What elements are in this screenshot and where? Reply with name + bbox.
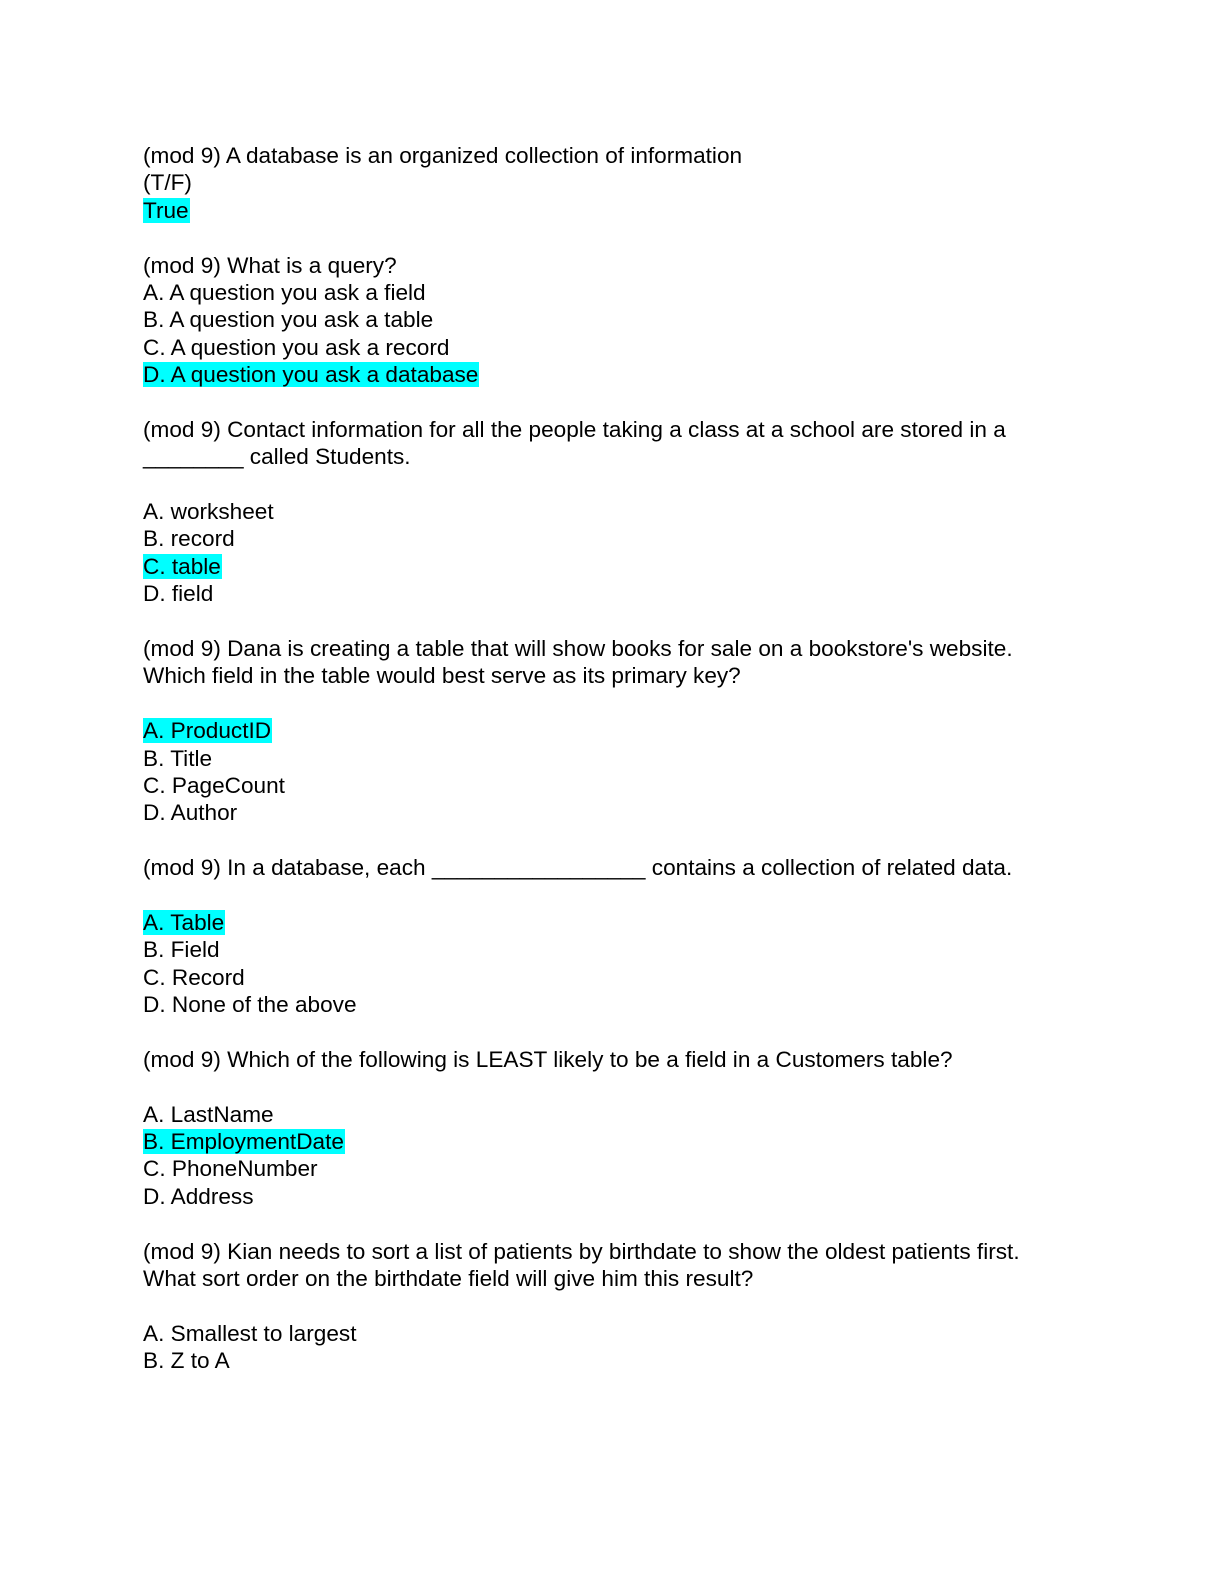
option-b: B. record	[143, 526, 235, 552]
option-c: C. PhoneNumber	[143, 1156, 318, 1182]
option-d: D. Author	[143, 800, 238, 826]
question-3	[143, 416, 1083, 608]
answer-highlighted: True	[143, 197, 189, 223]
option-a: A. A question you ask a field	[143, 279, 426, 305]
question-text-line-2: Which field in the table would best serve as its primary key?	[143, 663, 741, 689]
option-d: D. Address	[143, 1183, 254, 1209]
question-text-line-2: What sort order on the birthdate field will give him this result?	[143, 1266, 754, 1292]
question-text: (mod 9) A database is an organized collection of information	[143, 143, 743, 168]
question-text-line-1: (mod 9) Contact information for all the people taking a class at a school are stored in a	[143, 416, 1006, 442]
option-d-highlighted: D. A question you ask a database	[143, 362, 479, 388]
option-a: A. Smallest to largest	[143, 1320, 357, 1346]
option-c: C. PageCount	[143, 772, 285, 798]
option-c: C. A question you ask a record	[143, 334, 450, 360]
option-b: B. Title	[143, 745, 213, 771]
option-b: B. Z to A	[143, 1348, 230, 1374]
question-7	[143, 1238, 1083, 1375]
question-4	[143, 635, 1083, 827]
quiz-document	[143, 142, 1083, 1375]
question-text: (mod 9) What is a query?	[143, 252, 397, 278]
question-text-line-2: ________ called Students.	[143, 444, 411, 470]
option-a: A. worksheet	[143, 499, 274, 525]
option-a: A. LastName	[143, 1101, 274, 1127]
option-b: B. A question you ask a table	[143, 307, 434, 333]
option-a-highlighted: A. ProductID	[143, 718, 272, 744]
question-type-label: (T/F)	[143, 170, 192, 196]
option-a-highlighted: A. Table	[143, 909, 225, 935]
option-c-highlighted: C. table	[143, 553, 221, 579]
question-text-line-1: (mod 9) Kian needs to sort a list of patients by birthdate to show the oldest patients first.	[143, 1238, 1020, 1264]
option-c: C. Record	[143, 964, 245, 990]
option-b-highlighted: B. EmploymentDate	[143, 1129, 344, 1155]
option-d: D. field	[143, 581, 214, 607]
question-2	[143, 252, 1083, 389]
question-1	[143, 142, 1083, 224]
option-b: B. Field	[143, 937, 220, 963]
question-text-line-1: (mod 9) Dana is creating a table that will show books for sale on a bookstore's website.	[143, 636, 1013, 662]
question-text: (mod 9) Which of the following is LEAST likely to be a field in a Customers table?	[143, 1046, 953, 1072]
option-d: D. None of the above	[143, 992, 357, 1018]
question-5	[143, 854, 1083, 1018]
question-text: (mod 9) In a database, each _________________ contains a collection of related data.	[143, 855, 1013, 881]
question-6	[143, 1046, 1083, 1210]
